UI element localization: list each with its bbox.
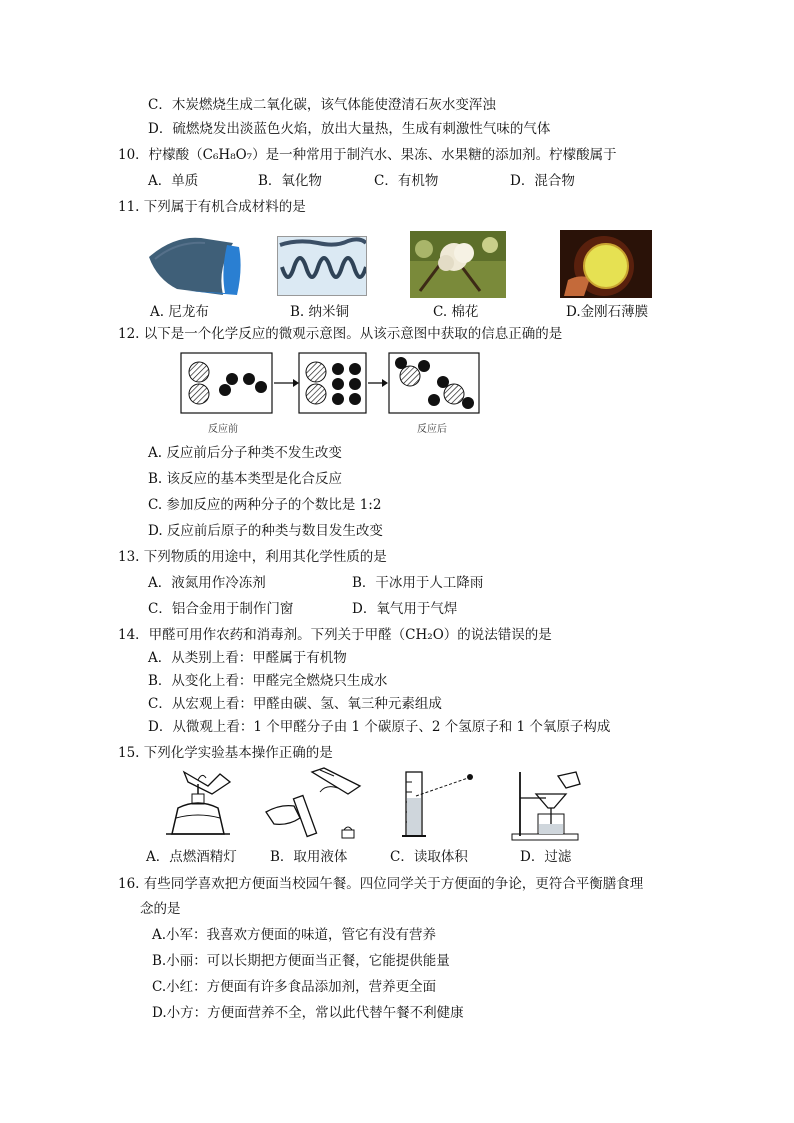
q11-caption-b: B. 纳米铜 [290,304,350,320]
q14-option-d: D．从微观上看：1 个甲醛分子由 1 个碳原子、2 个氢原子和 1 个氧原子构成 [148,719,611,735]
q9-option-d: D．硫燃烧发出淡蓝色火焰，放出大量热，生成有刺激性气味的气体 [148,121,551,137]
q13-option-c: C．铝合金用于制作门窗 [148,601,294,617]
q13-option-d: D．氧气用于气焊 [352,601,458,617]
q11-caption-d: D.金刚石薄膜 [566,304,649,320]
label-before-reaction: 反应前 [208,424,238,435]
cotton-image [410,231,506,298]
q13-stem: 13. 下列物质的用途中，利用其化学性质的是 [118,549,387,565]
q11-caption-c: C. 棉花 [433,304,479,320]
q10-option-c: C．有机物 [374,173,439,189]
q16-option-d: D.小方：方便面营养不全，常以此代替午餐不利健康 [152,1005,464,1021]
q15-stem: 15. 下列化学实验基本操作正确的是 [118,745,333,761]
q16-option-a: A.小军：我喜欢方便面的味道，管它有没有营养 [152,927,437,943]
q13-option-a: A．液氮用作冷冻剂 [148,575,266,591]
q15-caption-b: B．取用液体 [270,849,348,865]
q10-stem: 10．柠檬酸（C₆H₈O₇）是一种常用于制汽水、果冻、水果糖的添加剂。柠檬酸属于 [118,147,617,163]
diamond-film-image [560,230,652,298]
filtration-image [510,766,590,842]
q10-option-d: D．混合物 [510,173,575,189]
q9-option-c: C．木炭燃烧生成二氧化碳，该气体能使澄清石灰水变浑浊 [148,97,496,113]
q12-option-b: B. 该反应的基本类型是化合反应 [148,471,343,487]
q15-caption-c: C．读取体积 [390,849,468,865]
q14-option-b: B．从变化上看：甲醛完全燃烧只生成水 [148,673,388,689]
alcohol-lamp-image [158,768,238,840]
q16-stem: 16. 有些同学喜欢把方便面当校园午餐。四位同学关于方便面的争论，更符合平衡膳食理 [118,876,644,892]
q13-option-b: B．干冰用于人工降雨 [352,575,484,591]
q16-option-c: C.小红：方便面有许多食品添加剂，营养更全面 [152,979,437,995]
q15-caption-a: A．点燃酒精灯 [146,849,237,865]
label-after-reaction: 反应后 [417,424,447,435]
q16-stem-continued: 念的是 [140,901,181,917]
q15-caption-d: D．过滤 [520,849,572,865]
q12-option-a: A. 反应前后分子种类不发生改变 [148,445,342,461]
q11-stem: 11. 下列属于有机合成材料的是 [118,199,306,215]
q14-stem: 14．甲醛可用作农药和消毒剂。下列关于甲醛（CH₂O）的说法错误的是 [118,627,552,643]
graduated-cylinder-image [398,766,478,842]
q14-option-a: A．从类别上看：甲醛属于有机物 [148,650,347,666]
reaction-diagram [180,352,480,418]
q11-caption-a: A. 尼龙布 [150,304,209,320]
q16-option-b: B.小丽：可以长期把方便面当正餐，它能提供能量 [152,953,450,969]
q10-option-a: A．单质 [148,173,199,189]
nylon-cloth-image [147,229,245,298]
q12-option-c: C. 参加反应的两种分子的个数比是 1:2 [148,497,382,513]
q12-option-d: D. 反应前后原子的种类与数目发生改变 [148,523,383,539]
liquid-dropper-image [264,766,364,842]
q12-stem: 12. 以下是一个化学反应的微观示意图。从该示意图中获取的信息正确的是 [118,326,563,342]
q14-option-c: C．从宏观上看：甲醛由碳、氢、氧三种元素组成 [148,696,442,712]
nano-copper-image [277,236,367,296]
q10-option-b: B．氧化物 [258,173,322,189]
